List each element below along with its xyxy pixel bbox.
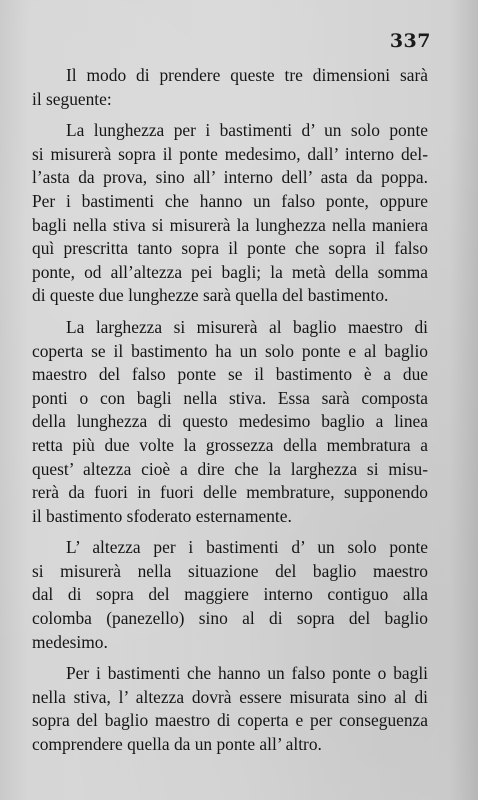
text-line: Per i bastimenti che hanno un falso ponte o bagli — [66, 663, 428, 684]
text-line: comprendere quella da un ponte all’ altro. — [32, 734, 322, 755]
text-line: La larghezza si misurerà al baglio maestro di — [66, 316, 428, 337]
text-line: ponte, od all’altezza pei bagli; la metà della somma — [32, 261, 428, 282]
text-line: ponti o con bagli nella stiva. Essa sarà composta — [32, 387, 428, 408]
text-line: maestro del falso ponte se il bastimento è a due — [32, 364, 428, 385]
text-line: si misurerà sopra il ponte medesimo, dall’ interno del- — [32, 143, 428, 164]
page-number: 337 — [389, 30, 431, 52]
paragraph — [32, 536, 428, 654]
paragraph — [32, 119, 428, 308]
paragraph — [32, 316, 428, 528]
text-line: il bastimento sfoderato esternamente. — [32, 505, 292, 526]
paragraph — [32, 64, 428, 111]
text-line: quest’ altezza cioè a dire che la larghezza si misu- — [32, 458, 428, 479]
text-line: di queste due lunghezze sarà quella del bastimento. — [32, 285, 389, 306]
text-line: Il modo di prendere queste tre dimensioni sarà — [66, 65, 428, 85]
text-line: colomba (panezello) sino al di sopra del baglio — [32, 608, 428, 629]
text-line: Per i bastimenti che hanno un falso ponte, oppure — [32, 190, 428, 211]
text-line: retta più due volte la grossezza della membratura a — [32, 434, 428, 455]
text-line: L’ altezza per i bastimenti d’ un solo ponte — [66, 537, 428, 558]
text-line: l’asta da prova, sino all’ interno dell’ asta da poppa. — [32, 167, 428, 188]
text-line: quì prescritta tanto sopra il ponte che sopra il falso — [32, 238, 428, 259]
text-line: sopra del baglio maestro di coperta e per conseguenza — [32, 710, 428, 731]
text-line: il seguente: — [32, 88, 112, 109]
paragraph — [32, 662, 428, 756]
text-line: coperta se il bastimento ha un solo ponte e al baglio — [32, 340, 428, 361]
text-line: dal di sopra del maggiere interno contiguo alla — [32, 584, 428, 605]
text-line: si misurerà nella situazione del baglio maestro — [32, 560, 428, 581]
text-line: La lunghezza per i bastimenti d’ un solo ponte — [66, 120, 428, 141]
text-line: della lunghezza di questo medesimo baglio a linea — [32, 411, 428, 432]
text-line: rerà da fuori in fuori delle membrature, supponendo — [32, 482, 428, 503]
body-text — [32, 64, 428, 757]
text-line: medesimo. — [32, 631, 108, 652]
text-line: nella stiva, l’ altezza dovrà essere misurata sino al di — [32, 686, 428, 707]
text-line: bagli nella stiva si misurerà la lunghezza nella maniera — [32, 214, 428, 235]
